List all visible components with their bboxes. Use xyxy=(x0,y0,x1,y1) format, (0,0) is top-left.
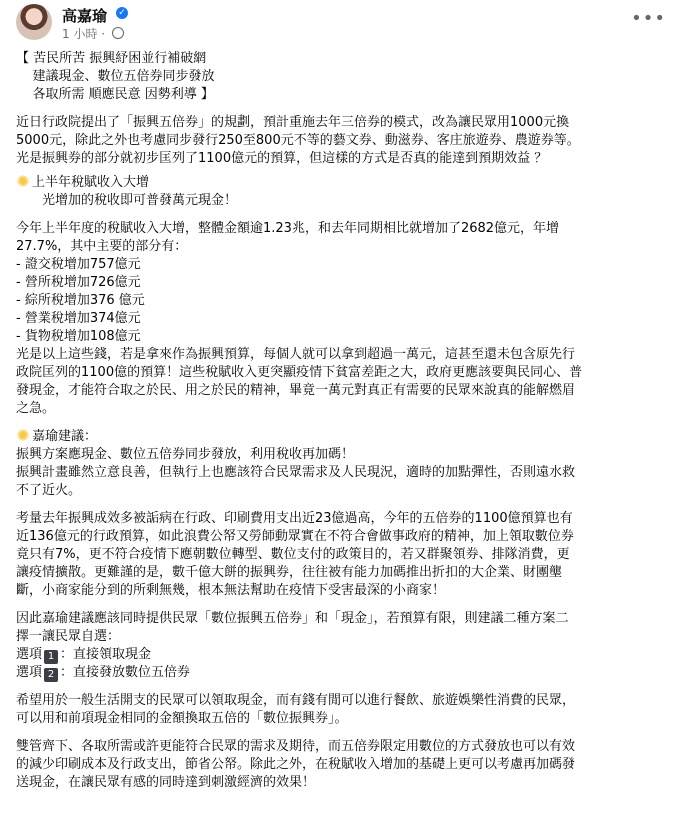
text-line: 考量去年振興成效多被詬病在行政、印刷費用支出近23億過高，今年的五倍券的1100億預算也有 xyxy=(16,511,573,526)
text-line: 振興計畫雖然立意良善，但執行上也應該符合民眾需求及人民現況，適時的加點彈性，否則遠水救 xyxy=(16,465,576,480)
text-line: 發現金，才能符合取之於民、用之於民的精神，畢竟一萬元對真正有需要的民眾來說真的能解燃眉 xyxy=(16,383,576,398)
section-title xyxy=(16,428,666,446)
headline-line: 各取所需 順應民意 因勢利導 】 xyxy=(16,87,214,102)
text-line: 竟只有7%，更不符合疫情下應朝數位轉型、數位支付的政策目的，若又群聚領券、排隊消費，更 xyxy=(16,547,570,562)
section-title-text: 上半年稅賦收入大增 xyxy=(32,175,150,190)
text-line: 之急。 xyxy=(16,401,56,416)
post-header xyxy=(16,4,666,40)
text-line: 振興方案應現金、數位五倍券同步發放，利用稅收再加碼！ xyxy=(16,447,355,462)
text-line: 近日行政院提出了「振興五倍券」的規劃，預計重施去年三倍券的模式，改為讓民眾用1000元換 xyxy=(16,115,570,130)
verified-badge-icon: ✓ xyxy=(116,7,128,19)
text-line: 送現金，在讓民眾有感的同時達到刺激經濟的效果！ xyxy=(16,775,316,790)
section-title-text: 嘉瑜建議： xyxy=(32,429,98,444)
paragraph-hope xyxy=(16,692,666,728)
section-suggestion xyxy=(16,428,666,500)
text-line: 政院匡列的1100億的預算！這些稅賦收入更突顯疫情下貧富差距之大，政府更應該要與民同心、普 xyxy=(16,365,583,380)
section-tax-revenue xyxy=(16,174,666,210)
text-line: 希望用於一般生活開支的民眾可以領取現金，而有錢有閒可以進行餐飲、旅遊娛樂性消費的民眾， xyxy=(16,693,576,708)
text-line: 的減少印刷成本及行政支出，節省公帑。除此之外，在稅賦收入增加的基礎上更可以考慮再加碼發 xyxy=(16,757,576,772)
text-line: 光是振興券的部分就初步匡列了1100億元的預算，但這樣的方式是否真的能達到預期效益 ？ xyxy=(16,151,548,166)
headline-line: 建議現金、數位五倍券同步發放 xyxy=(16,69,215,84)
sun-emoji-icon xyxy=(16,174,30,188)
text-line: 擇一讓民眾自選： xyxy=(16,629,121,644)
text-line: 5000元，除此之外也考慮同步發行250至800元不等的藝文券、動滋券、客庄旅遊券、農遊券等。 xyxy=(16,133,580,148)
option-prefix: 選項 xyxy=(16,647,43,662)
option-text: ：直接發放數位五倍券 xyxy=(60,665,191,680)
avatar[interactable] xyxy=(16,4,52,40)
more-options-icon[interactable]: ••• xyxy=(631,8,666,29)
headline-line: 【 苦民所苦 振興紓困並行補破網 xyxy=(16,51,207,66)
text-line: 不了近火。 xyxy=(16,483,82,498)
text-line: 可以用和前項現金相同的金額換取五倍的「數位振興券」。 xyxy=(16,711,348,726)
text-line: 今年上半年度的稅賦收入大增，整體金額逾1.23兆，和去年同期相比就增加了2682億元，年增 xyxy=(16,221,560,236)
list-item: - 營業稅增加374億元 xyxy=(16,311,141,326)
post-meta xyxy=(62,25,124,42)
post-time[interactable]: 1 小時 xyxy=(62,27,98,41)
list-item: - 營所稅增加726億元 xyxy=(16,275,141,290)
text-line: 27.7%，其中主要的部分有： xyxy=(16,239,188,254)
text-line: 因此嘉瑜建議應該同時提供民眾「數位振興五倍券」和「現金」，若預算有限，則建議二種方案二 xyxy=(16,611,569,626)
paragraph-intro xyxy=(16,114,666,168)
separator-dot: · xyxy=(101,27,109,41)
keycap-2-icon: 2 xyxy=(44,668,58,682)
paragraph-tax xyxy=(16,220,666,418)
post-content xyxy=(16,50,666,792)
list-item: - 證交稅增加757億元 xyxy=(16,257,141,272)
section-subtitle: 光增加的稅收即可普發萬元現金！ xyxy=(42,193,238,208)
paragraph-options xyxy=(16,610,666,682)
section-title xyxy=(16,174,666,192)
globe-icon xyxy=(112,27,124,39)
option-prefix: 選項 xyxy=(16,665,43,680)
sun-emoji-icon xyxy=(16,428,30,442)
list-item: - 綜所稅增加376 億元 xyxy=(16,293,145,308)
author-name[interactable]: 高嘉瑜 xyxy=(62,7,108,25)
option-item xyxy=(16,664,666,682)
keycap-1-icon: 1 xyxy=(44,650,58,664)
option-item xyxy=(16,646,666,664)
list-item: - 貨物稅增加108億元 xyxy=(16,329,141,344)
headline xyxy=(16,50,666,104)
paragraph-cost xyxy=(16,510,666,600)
text-line: 雙管齊下、各取所需或許更能符合民眾的需求及期待，而五倍券限定用數位的方式發放也可以有效 xyxy=(16,739,576,754)
paragraph-conclusion xyxy=(16,738,666,792)
text-line: 光是以上這些錢，若是拿來作為振興預算，每個人就可以拿到超過一萬元，這甚至還未包含原先行 xyxy=(16,347,576,362)
text-line: 斷，小商家能分到的所剩無幾，根本無法幫助在疫情下受害最深的小商家！ xyxy=(16,583,446,598)
text-line: 讓疫情擴散。更難謹的是，數千億大餅的振興券，往往被有能力加碼推出折扣的大企業、財團壟 xyxy=(16,565,563,580)
text-line: 近136億元的行政預算，如此浪費公帑又勞師動眾實在不符合會做事政府的精神，加上領取數位券 xyxy=(16,529,574,544)
option-text: ：直接領取現金 xyxy=(60,647,152,662)
